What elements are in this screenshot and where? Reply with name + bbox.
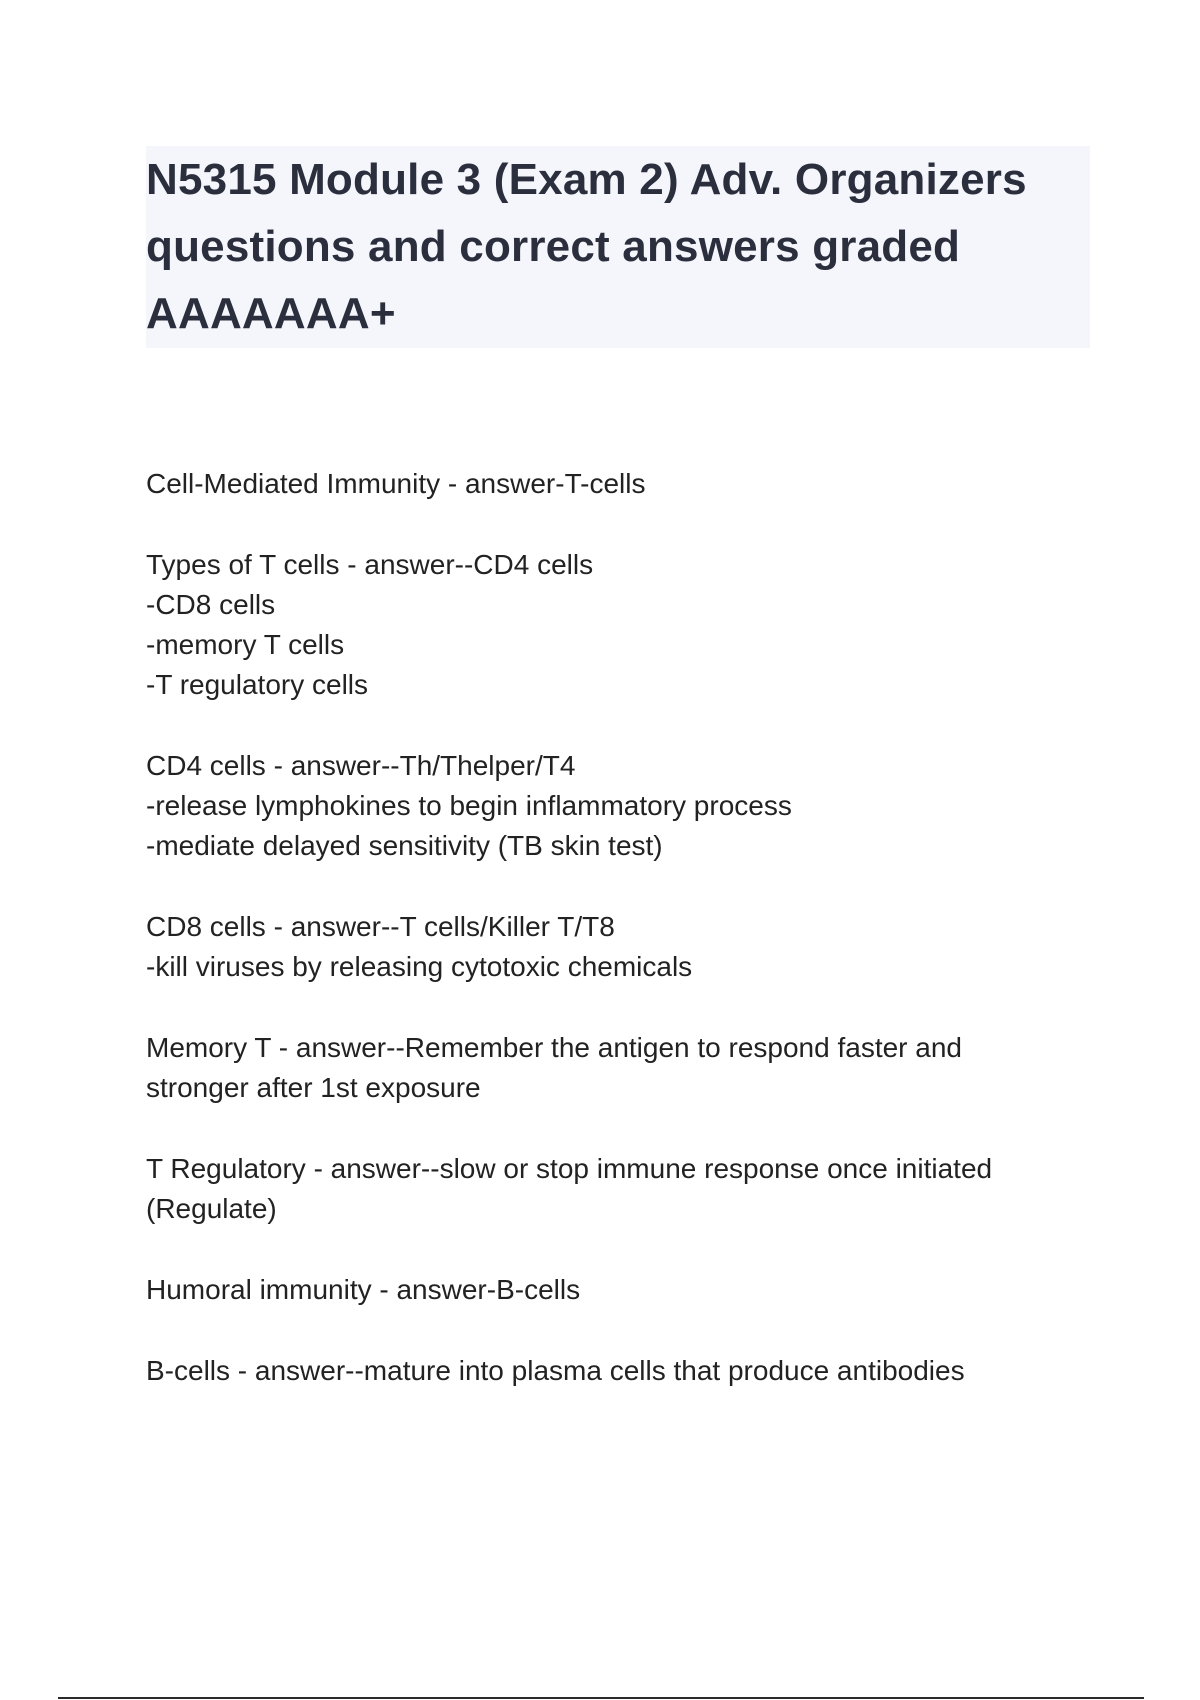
document-title	[146, 146, 1080, 347]
qa-line: stronger after 1st exposure	[146, 1072, 481, 1103]
qa-line: Cell-Mediated Immunity - answer-T-cells	[146, 468, 646, 499]
qa-line: B-cells - answer--mature into plasma cells that produce antibodies	[146, 1355, 965, 1386]
title-block	[146, 146, 1090, 348]
qa-entry	[146, 907, 1096, 987]
footer-divider	[58, 1697, 1144, 1699]
qa-line: Humoral immunity - answer-B-cells	[146, 1274, 581, 1305]
title-line: N5315 Module 3 (Exam 2) Adv. Organizers	[146, 155, 1027, 204]
qa-entry	[146, 1028, 1096, 1108]
qa-line: Memory T - answer--Remember the antigen to respond faster and	[146, 1032, 963, 1063]
qa-line: -mediate delayed sensitivity (TB skin test)	[146, 830, 663, 861]
qa-line: Types of T cells - answer--CD4 cells	[146, 549, 594, 580]
qa-entry	[146, 1270, 1096, 1310]
title-line: AAAAAAA+	[146, 289, 396, 338]
qa-entry	[146, 1351, 1096, 1391]
qa-line: (Regulate)	[146, 1193, 277, 1224]
qa-line: CD8 cells - answer--T cells/Killer T/T8	[146, 911, 615, 942]
qa-line: -memory T cells	[146, 629, 345, 660]
qa-entry	[146, 545, 1096, 705]
qa-line: -kill viruses by releasing cytotoxic chemicals	[146, 951, 693, 982]
title-line: questions and correct answers graded	[146, 222, 961, 271]
qa-entry	[146, 746, 1096, 866]
qa-line: CD4 cells - answer--Th/Thelper/T4	[146, 750, 576, 781]
qa-line: T Regulatory - answer--slow or stop immune response once initiated	[146, 1153, 993, 1184]
qa-list	[146, 464, 1096, 1432]
qa-line: -CD8 cells	[146, 589, 276, 620]
qa-line: -release lymphokines to begin inflammatory process	[146, 790, 792, 821]
qa-line: -T regulatory cells	[146, 669, 369, 700]
qa-entry	[146, 1149, 1096, 1229]
qa-entry	[146, 464, 1096, 504]
